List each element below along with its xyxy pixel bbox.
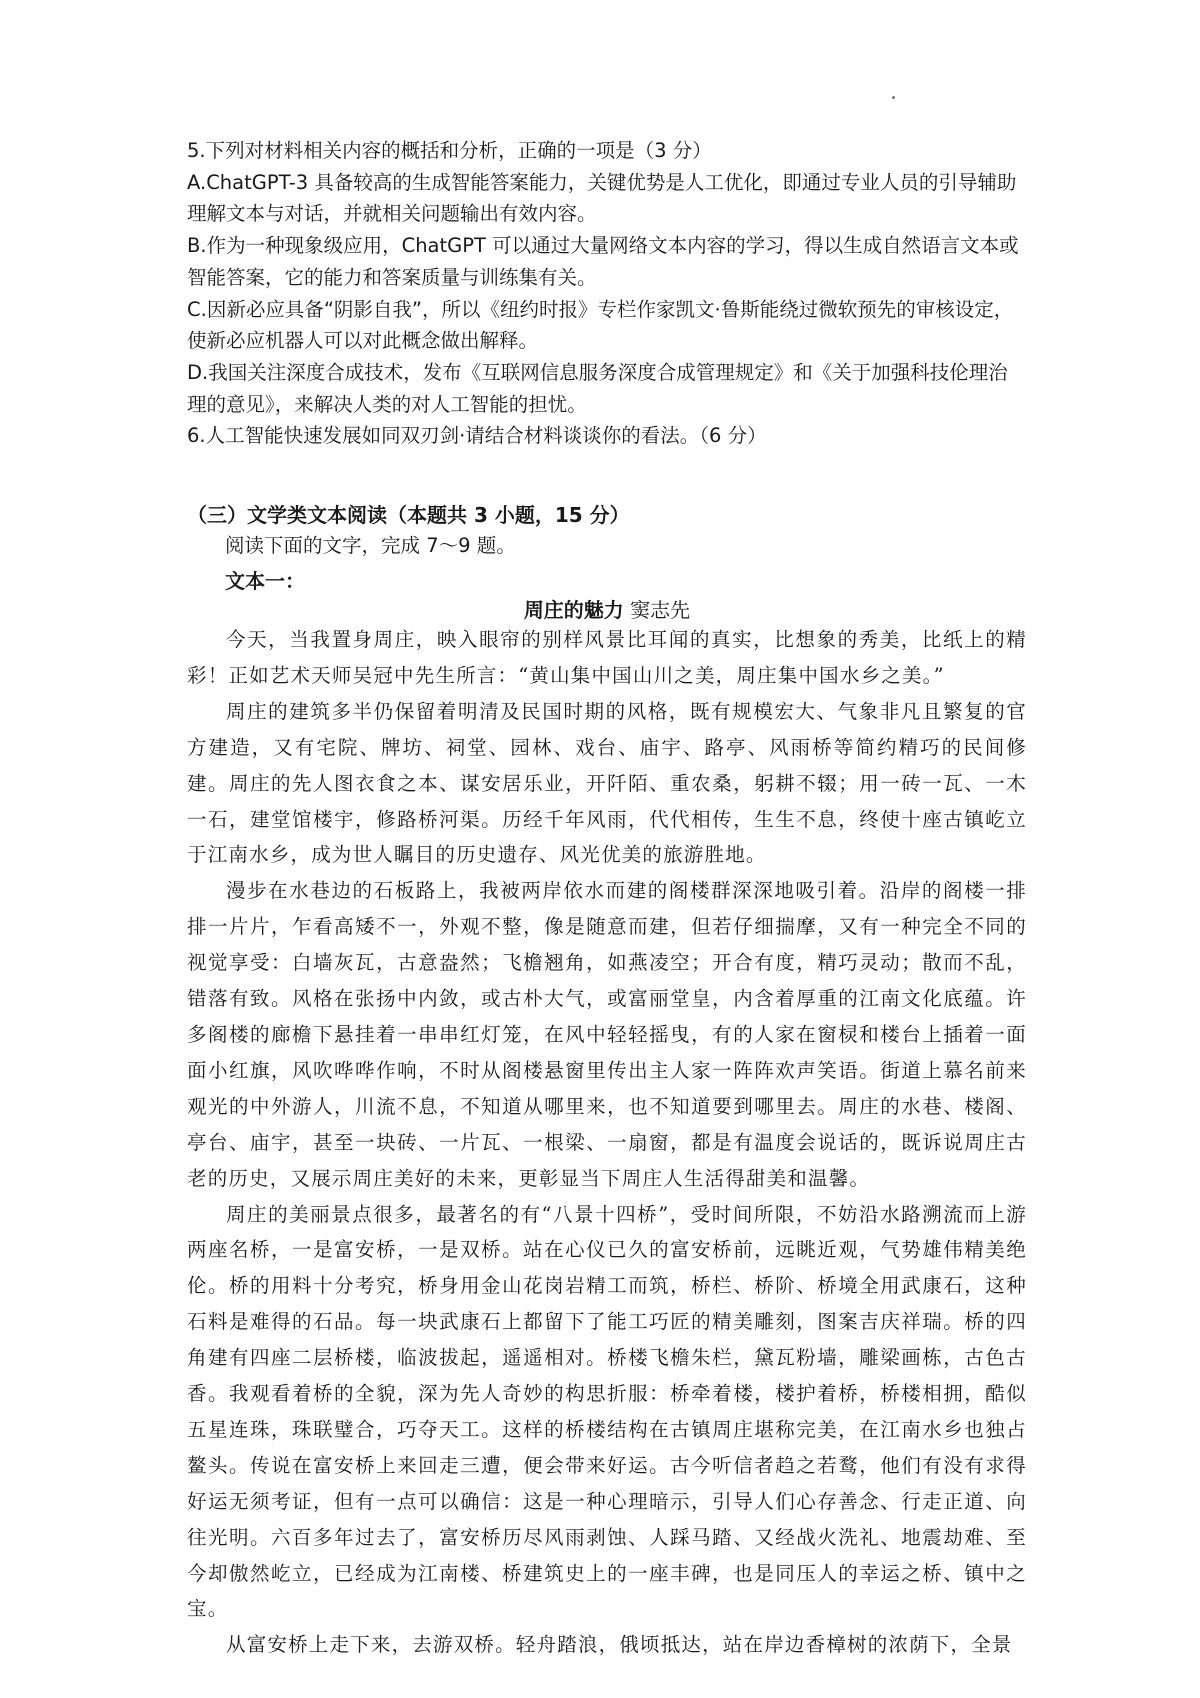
question-5-option-d: D.我国关注深度合成技术，发布《互联网信息服务深度合成管理规定》和《关于加强科技伦理治理的意见》，来解决人类的对人工智能的担忧。 [187,360,1008,416]
article-paragraph: 周庄的美丽景点很多，最著名的有“八景十四桥”，受时间所限，不妨沿水路溯流而上游两座名桥，一是富安桥，一是双桥。站在心仪已久的富安桥前，远眺近观，气势雄伟精美绝伦。桥的用料十分考究，桥身用金山花岗岩精工而筑，桥栏、桥阶、桥境全用武康石，这种石料是难得的石品。每一块武康石上都留下了能工巧匠的精美雕刻，图案吉庆祥瑞。桥的四角建有四座二层桥楼，临波拔起，遥遥相对。桥楼飞檐朱栏，黛瓦粉墙，雕梁画栋，古色古香。我观看着桥的全貌，深为先人奇妙的构思折服：桥牵着楼，楼护着桥，桥楼相拥，酷似五星连珠，珠联璧合，巧夺天工。这样的桥楼结构在古镇周庄堪称完美，在江南水乡也独占鳌头。传说在富安桥上来回走三遭，便会带来好运。古今听信者趋之若鹜，他们有没有求得好运无须考证，但有一点可以确信：这是一种心理暗示，引导人们心存善念、行走正道、向往光明。六百多年过去了，富安桥历尽风雨剥蚀、人踩马踏、又经战火洗礼、地震劫难、至今却傲然屹立，已经成为江南楼、桥建筑史上的一座丰碑，也是同压人的幸运之桥、镇中之宝。 [187,1202,1027,1621]
reading-instruction: 阅读下面的文字，完成 7～9 题。 [225,534,516,557]
question-5-stem: 5.下列对材料相关内容的概括和分析，正确的一项是（3 分） [187,139,712,162]
article-paragraph: 漫步在水巷边的石板路上，我被两岸依水而建的阁楼群深深地吸引着。沿岸的阁楼一排排一片片，乍看高矮不一，外观不整，像是随意而建，但若仔细揣摩，又有一种完全不同的视觉享受：白墙灰瓦，古意盎然；飞檐翘角，如燕凌空；开合有度，精巧灵动；散而不乱，错落有致。风格在张扬中内敛，或古朴大气，或富丽堂皇，内含着厚重的江南文化底蕴。许多阁楼的廊檐下悬挂着一串串红灯笼，在风中轻轻摇曳，有的人家在窗棂和楼台上插着一面面小红旗，风吹哗哗作响，不时从阁楼悬窗里传出主人家一阵阵欢声笑语。街道上慕名前来观光的中外游人，川流不息，不知道从哪里来，也不知道要到哪里去。周庄的水巷、楼阁、亭台、庙宇，甚至一块砖、一片瓦、一根梁、一扇窗，都是有温度会说话的，既诉说周庄古老的历史，又展示周庄美好的未来，更彰显当下周庄人生活得甜美和温馨。 [187,879,1027,1190]
question-block [187,135,1027,452]
text-label: 文本一： [225,569,305,593]
article-paragraph: 今天，当我置身周庄，映入眼帘的别样风景比耳闻的真实，比想象的秀美，比纸上的精彩！正如艺术天师吴冠中先生所言：“黄山集中国山川之美，周庄集中国水乡之美。” [187,628,1027,687]
article-author: 窦志先 [630,598,691,622]
article-heading [187,594,1027,623]
article-paragraph: 周庄的建筑多半仍保留着明清及民国时期的风格，既有规模宏大、气象非凡且繁复的官方建造，又有宅院、牌坊、祠堂、园林、戏台、庙宇、路亭、风雨桥等简约精巧的民间修建。周庄的先人图衣食之本、谋安居乐业，开阡陌、重农桑，躬耕不辍；用一砖一瓦、一木一石，建堂馆楼宇，修路桥河渠。历经千年风雨，代代相传，生生不息，终使十座古镇屹立于江南水乡，成为世人瞩目的历史遗存、风光优美的旅游胜地。 [187,699,1027,867]
scan-mark [892,96,895,99]
question-5-option-c: C.因新必应具备“阴影自我”，所以《纽约时报》专栏作家凯文·鲁斯能绕过微软预先的审核设定，使新必应机器人可以对此概念做出解释。 [187,297,1014,353]
question-6: 6.人工智能快速发展如同双刃剑·请结合材料谈谈你的看法。（6 分） [187,424,767,448]
article-body [187,622,1027,1663]
article-title: 周庄的魅力 [523,598,624,622]
question-5-option-a: A.ChatGPT-3 具备较高的生成智能答案能力，关键优势是人工优化，即通过专业人员的引导辅助理解文本与对话，并就相关问题输出有效内容。 [187,170,1017,226]
article-paragraph: 从富安桥上走下来，去游双桥。轻舟踏浪，俄顷抵达，站在岸边香樟树的浓荫下，全景 [226,1633,1013,1657]
question-5-option-b: B.作为一种现象级应用，ChatGPT 可以通过大量网络文本内容的学习，得以生成自然语言文本或智能答案，它的能力和答案质量与训练集有关。 [187,234,1019,289]
section-heading: （三）文学类文本阅读（本题共 3 小题，15 分） [187,503,630,527]
